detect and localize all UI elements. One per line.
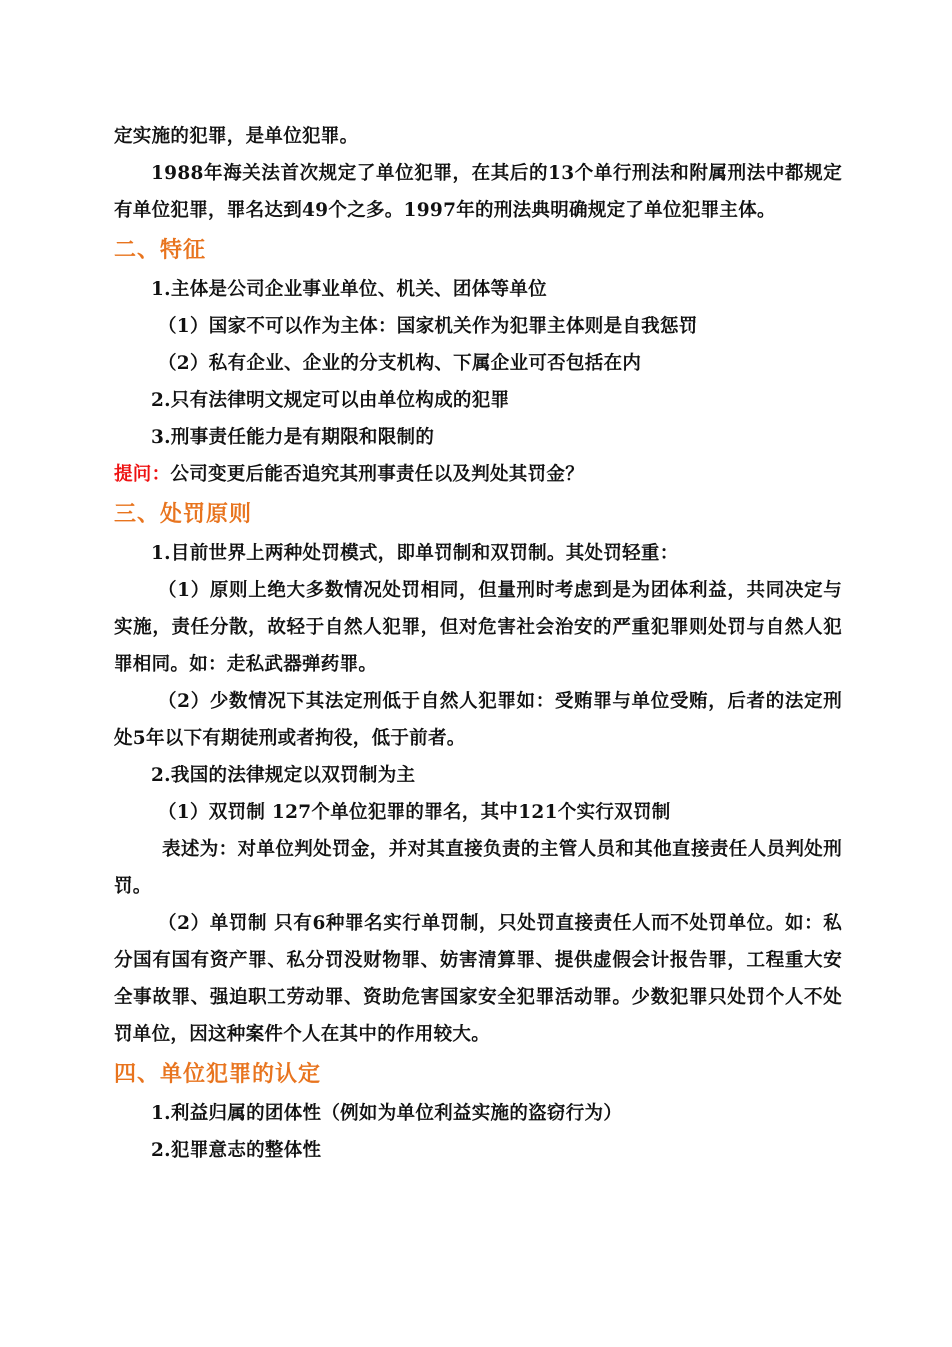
section-heading-punishment: 三、处罚原则 bbox=[114, 501, 253, 527]
feature-subitem-2: （2）私有企业、企业的分支机构、下属企业可否包括在内 bbox=[158, 353, 642, 374]
punishment-item-2: 2.我国的法律规定以双罚制为主 bbox=[151, 765, 416, 786]
question-label: 提问： bbox=[114, 464, 171, 485]
punishment-subitem-2: （2）少数情况下其法定刑低于自然人犯罪如：受贿罪与单位受贿，后者的法定刑处5年以下有期徒刑或者拘役，低于前者。 bbox=[114, 691, 842, 749]
punishment-item-1: 1.目前世界上两种处罚模式，即单罚制和双罚制。其处罚轻重： bbox=[151, 543, 679, 564]
punishment-subitem-double: （1）双罚制 127个单位犯罪的罪名，其中121个实行双罚制 bbox=[158, 802, 671, 823]
determination-item-1: 1.利益归属的团体性（例如为单位利益实施的盗窃行为） bbox=[151, 1103, 623, 1124]
punishment-subitem-1: （1）原则上绝大多数情况处罚相同，但量刑时考虑到是为团体利益，共同决定与实施，责任分散，故轻于自然人犯罪，但对危害社会治安的严重犯罪则处罚与自然人犯罪相同。如：走私武器弹药罪。 bbox=[114, 580, 842, 675]
punishment-double-description: 表述为：对单位判处罚金，并对其直接负责的主管人员和其他直接责任人员判处刑罚。 bbox=[114, 839, 842, 897]
question-text: 公司变更后能否追究其刑事责任以及判处其罚金？ bbox=[170, 464, 585, 485]
section-heading-features: 二、特征 bbox=[114, 237, 207, 263]
feature-subitem-1: （1）国家不可以作为主体：国家机关作为犯罪主体则是自我惩罚 bbox=[158, 316, 698, 337]
intro-paragraph: 1988年海关法首次规定了单位犯罪，在其后的13个单行刑法和附属刑法中都规定有单位犯罪，罪名达到49个之多。1997年的刑法典明确规定了单位犯罪主体。 bbox=[114, 163, 842, 221]
determination-item-2: 2.犯罪意志的整体性 bbox=[151, 1140, 322, 1161]
document-page bbox=[114, 118, 842, 1169]
feature-item-3: 3.刑事责任能力是有期限和限制的 bbox=[151, 427, 435, 448]
section-heading-determination: 四、单位犯罪的认定 bbox=[114, 1061, 322, 1087]
punishment-subitem-single: （2）单罚制 只有6种罪名实行单罚制，只处罚直接责任人而不处罚单位。如：私分国有国有资产罪、私分罚没财物罪、妨害清算罪、提供虚假会计报告罪，工程重大安全事故罪、强迫职工劳动罪、资助危害国家安全犯罪活动罪。少数犯罪只处罚个人不处罚单位，因这种案件个人在其中的作用较大。 bbox=[114, 913, 842, 1045]
intro-line: 定实施的犯罪，是单位犯罪。 bbox=[114, 126, 359, 147]
question-line bbox=[114, 456, 842, 493]
feature-item-1: 1.主体是公司企业事业单位、机关、团体等单位 bbox=[151, 279, 547, 300]
feature-item-2: 2.只有法律明文规定可以由单位构成的犯罪 bbox=[151, 390, 510, 411]
